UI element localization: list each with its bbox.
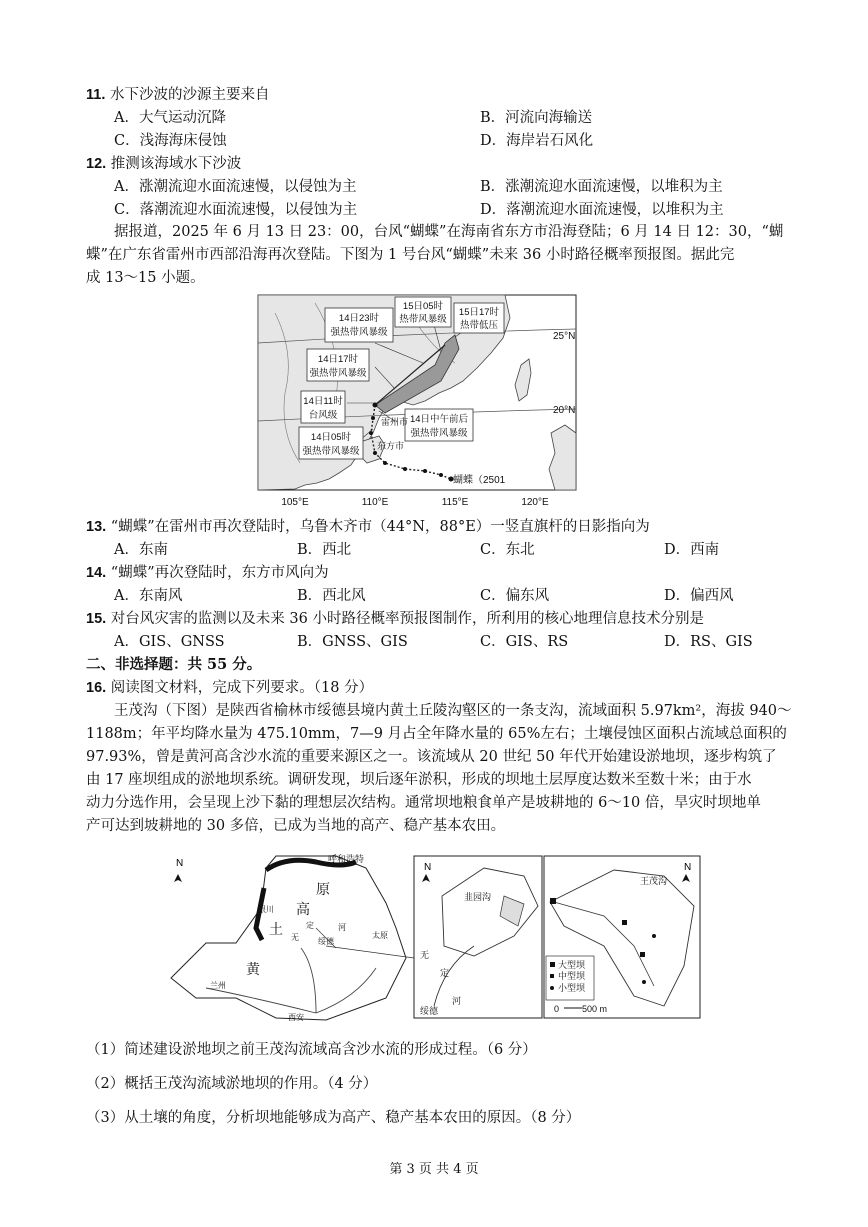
label-he: 河 [338,923,346,932]
box-2-time: 15日05时 [402,301,444,312]
q16-para-2: 1188m；年平均降水量为 475.10mm，7—9 月占全年降水量的 65%左右；土壤侵蚀区面积占流域总面积的 [86,726,787,742]
box-2-level: 热带风暴级 [399,314,447,325]
box-3-level: 热带低压 [459,320,499,331]
label-suide-2: 绥德 [420,1006,439,1016]
label-ding-2: 定 [440,968,450,978]
q16-para-6: 产可达到坡耕地的 30 多倍，已成为当地的高产、稳产基本农田。 [86,818,506,834]
label-jiuyuangou: 韭园沟 [464,892,492,902]
intro-line-1: 据报道，2025 年 6 月 13 日 23：00，台风“蝴蝶”在海南省东方市沿海登陆；6 月 14 日 12：30，“蝴 [114,224,784,240]
q16-para-1: 王茂沟（下图）是陕西省榆林市绥德县境内黄土丘陵沟壑区的一条支沟，流域面积 5.97km²，海拔 940～ [114,703,792,719]
label-yuan: 原 [316,881,330,897]
scale-zero: 0 [554,1004,560,1014]
label-huhehaote: 呼和浩特 [328,854,365,864]
loess-map [166,848,706,1026]
box-6-time: 14日05时 [310,432,352,443]
q16-para-5: 动力分选作用，会呈现上沙下黏的理想层次结构。通常坝地粮食单产是坡耕地的 6～10 倍，旱灾时坝地单 [86,795,761,811]
q14-option-b[interactable]: B．西北风 [297,588,366,604]
typhoon-map [255,293,585,515]
q13-option-b[interactable]: B．西北 [297,542,352,558]
q16-sub-2: （2）概括王茂沟流域淤地坝的作用。（4 分） [86,1076,378,1092]
box-5-level: 台风级 [308,410,338,421]
intro-line-2: 蝶”在广东省雷州市西部沿海再次登陆。下图为 1 号台风“蝴蝶”未来 36 小时路径概率预报图。据此完 [86,247,735,263]
north-arrow-3: N [684,862,692,873]
label-wu: 无 [291,933,299,942]
q13-option-d[interactable]: D．西南 [664,542,720,558]
north-arrow-1: N [176,858,184,869]
q11-stem: 11. 水下沙波的沙源主要来自 [86,87,270,103]
box-1-time: 14日23时 [338,313,380,324]
q11-option-b[interactable]: B．河流向海输送 [480,110,593,126]
q14-option-c[interactable]: C．偏东风 [480,588,550,604]
q11-option-d[interactable]: D．海岸岩石风化 [480,133,594,149]
q14-option-a[interactable]: A．东南风 [114,588,183,604]
box-5-time: 14日11时 [303,396,343,407]
box-4-level: 强热带风暴级 [309,368,367,379]
label-yinchuan: 银川 [258,905,274,914]
q14-option-d[interactable]: D．偏西风 [664,588,734,604]
city-dongfang: 东方市 [377,441,405,451]
lon-115: 115°E [441,497,469,508]
label-wu-2: 无 [420,950,430,960]
q14-stem: 14. “蝴蝶”再次登陆时，东方市风向为 [86,565,329,581]
city-leizhou: 雷州市 [381,417,409,427]
q11-option-a[interactable]: A．大气运动沉降 [114,110,226,126]
q12-option-a[interactable]: A．涨潮流迎水面流速慢，以侵蚀为主 [114,179,357,195]
scale-500m: 500 m [582,1004,608,1014]
lon-120: 120°E [521,497,549,508]
intro-line-3: 成 13～15 小题。 [86,270,205,286]
q15-option-d[interactable]: D．RS、GIS [664,634,753,650]
typhoon-name: 蝴蝶（2501 [453,475,506,486]
lon-105: 105°E [281,497,309,508]
label-gao: 高 [296,901,310,917]
north-arrow-2: N [424,862,432,873]
q16-para-3: 97.93%，曾是黄河高含沙水流的重要来源区之一。该流域从 20 世纪 50 年代开始建设淤地坝，逐步构筑了 [86,749,777,765]
q12-option-b[interactable]: B．涨潮流迎水面流速慢，以堆积为主 [480,179,723,195]
q13-stem: 13. “蝴蝶”在雷州市再次登陆时，乌鲁木齐市（44°N，88°E）一竖直旗杆的日影指向为 [86,519,650,535]
legend-large-dam: 大型坝 [558,960,586,970]
page-footer: 第 3 页 共 4 页 [389,1162,479,1177]
label-wangmaogou: 王茂沟 [640,876,668,886]
box-7-level: 强热带风暴级 [410,428,468,439]
q15-option-b[interactable]: B．GNSS、GIS [297,634,408,650]
label-tu: 土 [269,921,283,937]
q15-option-a[interactable]: A．GIS、GNSS [114,634,225,650]
box-1-level: 强热带风暴级 [330,327,388,338]
q12-stem: 12. 推测该海域水下沙波 [86,156,242,172]
q13-option-a[interactable]: A．东南 [114,542,168,558]
legend-medium-dam: 中型坝 [558,971,586,981]
q16-stem: 16. 阅读图文材料，完成下列要求。（18 分） [86,680,374,696]
label-suide: 绥德 [318,937,334,946]
q13-option-c[interactable]: C．东北 [480,542,535,558]
box-7-time: 14日中午前后 [409,414,469,425]
box-3-time: 15日17时 [458,307,500,318]
label-huang: 黄 [246,961,260,977]
label-ding: 定 [306,921,314,930]
box-6-level: 强热带风暴级 [302,446,360,457]
q11-option-c[interactable]: C．浅海海床侵蚀 [114,133,227,149]
q15-option-c[interactable]: C．GIS、RS [480,634,569,650]
label-xian: 西安 [288,1013,304,1022]
q16-para-4: 由 17 座坝组成的淤地坝系统。调研发现，坝后逐年淤积，形成的坝地土层厚度达数米至数十米；由于水 [86,772,752,788]
label-he-2: 河 [452,996,462,1006]
q12-option-c[interactable]: C．落潮流迎水面流速慢，以侵蚀为主 [114,202,358,218]
q16-sub-3: （3）从土壤的角度，分析坝地能够成为高产、稳产基本农田的原因。（8 分） [86,1110,581,1126]
q15-stem: 15. 对台风灾害的监测以及未来 36 小时路径概率预报图制作，所利用的核心地理信息技术分别是 [86,611,704,627]
label-lanzhou: 兰州 [210,981,226,990]
section-heading: 二、非选择题：共 55 分。 [86,656,262,673]
q16-sub-1: （1）简述建设淤地坝之前王茂沟流域高含沙水流的形成过程。（6 分） [86,1042,537,1058]
box-4-time: 14日17时 [317,354,359,365]
lon-110: 110°E [361,497,389,508]
lat-25: 25°N [553,331,576,342]
q12-option-d[interactable]: D．落潮流迎水面流速慢，以堆积为主 [480,202,724,218]
legend-small-dam: 小型坝 [558,983,586,993]
lat-20: 20°N [553,405,576,416]
label-taiyuan: 太原 [372,931,388,940]
